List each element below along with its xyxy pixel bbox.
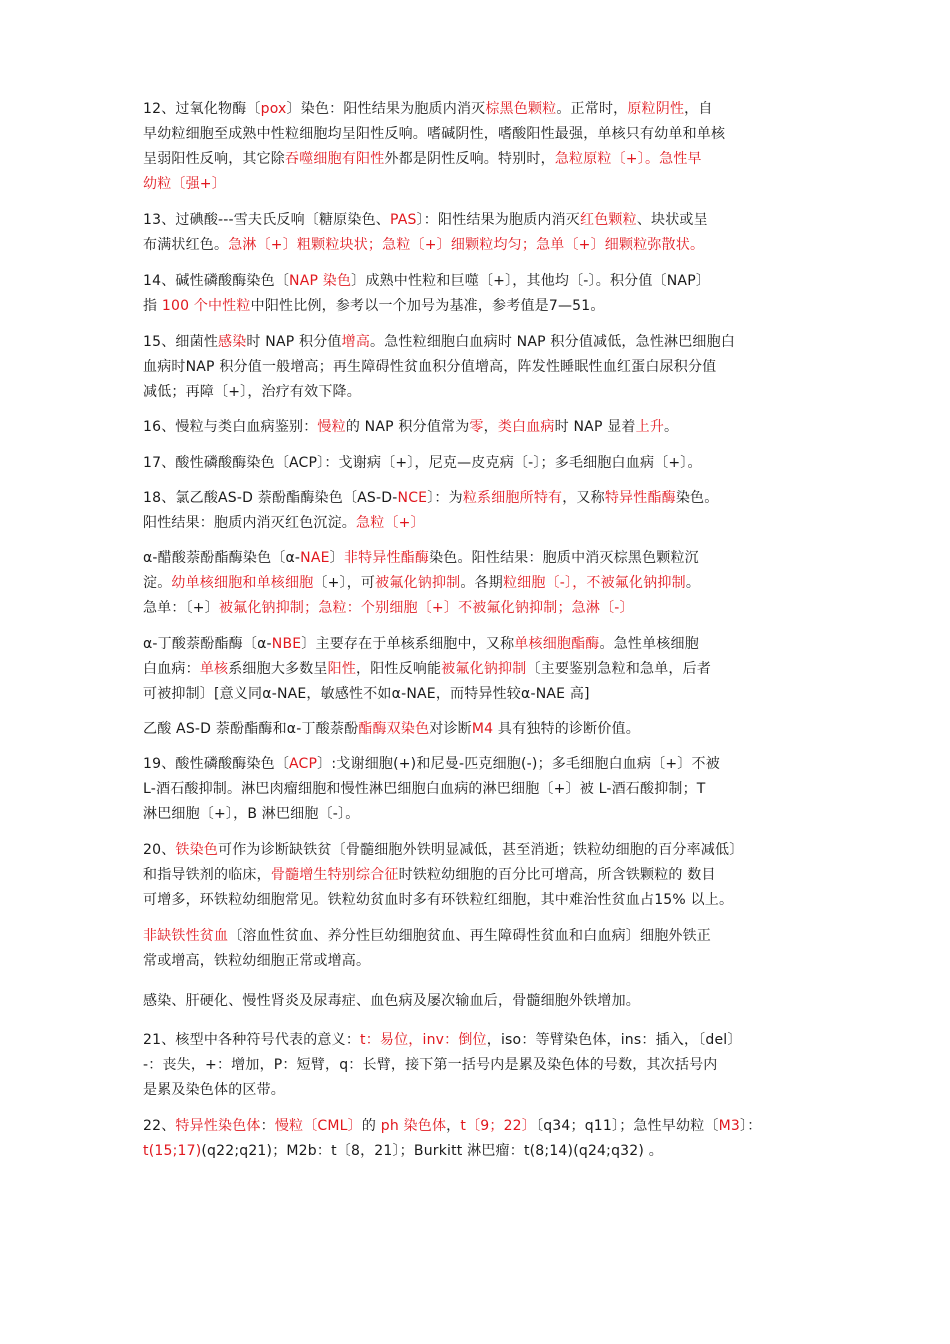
highlighted-text: 零 — [469, 419, 484, 435]
paragraph-14-nap — [143, 269, 815, 319]
body-text: L-酒石酸抑制。淋巴肉瘤细胞和慢性淋巴细胞白血病的淋巴细胞〔+〕被 L-酒石酸抑制；T — [143, 781, 706, 797]
highlighted-text: t：易位，inv：倒位 — [360, 1032, 487, 1048]
text-line — [143, 511, 815, 536]
text-line — [143, 752, 815, 777]
body-text: 〕：阳性结果为胞质内消灭 — [416, 212, 580, 228]
highlighted-text: 被氟化钠抑制 — [441, 661, 527, 677]
highlighted-text: ACP — [289, 756, 318, 772]
text-line — [143, 777, 815, 802]
body-text: 〔主要鉴别急粒和急单，后者 — [526, 661, 712, 677]
text-line — [143, 269, 815, 294]
text-line — [143, 380, 815, 405]
body-text: 。正常时， — [556, 101, 628, 117]
paragraph-20-iron-stain — [143, 838, 815, 913]
paragraph-20-non-iron-deficiency — [143, 924, 815, 974]
body-text: 淀。 — [143, 575, 172, 591]
body-text: 15、细菌性 — [143, 334, 219, 350]
body-text: 。 — [664, 419, 679, 435]
body-text: 感染、肝硬化、慢性肾炎及尿毒症、血色病及屡次输血后，骨髓细胞外铁增加。 — [143, 993, 640, 1009]
text-line — [143, 172, 815, 197]
body-text: 阳性结果：胞质内消灭红色沉淀。 — [143, 515, 356, 531]
body-text: 布满状红色。 — [143, 237, 229, 253]
body-text: 19、酸性磷酸酶染色〔 — [143, 756, 290, 772]
body-text: ，又称 — [562, 490, 605, 506]
body-text: 白血病： — [143, 661, 200, 677]
body-text: ， — [446, 1118, 461, 1134]
text-line — [143, 596, 815, 621]
body-text: 可增多，环铁粒幼细胞常见。铁粒幼贫血时多有环铁粒红细胞，其中难治性贫血占15% 以上。 — [143, 892, 734, 908]
body-text: 。急性单核细胞 — [599, 636, 699, 652]
text-line — [143, 355, 815, 380]
body-text: 〕 — [329, 550, 344, 566]
body-text: 。 — [685, 575, 701, 591]
body-text: 〔溶血性贫血、养分性巨幼细胞贫血、再生障碍性贫血和白血病〕细胞外铁正 — [228, 928, 712, 944]
paragraph-20-iron-increase — [143, 989, 815, 1014]
body-text: 17、酸性磷酸酶染色〔ACP〕：戈谢病〔+〕，尼克—皮克病〔-〕；多毛细胞白血病〔+〕。 — [143, 455, 702, 471]
highlighted-text: 感染 — [218, 334, 247, 350]
highlighted-text: 非特异性酯酶 — [343, 550, 430, 566]
highlighted-text: 急粒〔+〕 — [356, 515, 425, 531]
body-text: α-丁酸萘酚酯酶〔α- — [143, 636, 272, 652]
body-text: 早幼粒细胞至成熟中性粒细胞均呈阳性反响。嗜碱阴性，嗜酸阳性最强，单核只有幼单和单核 — [143, 126, 726, 142]
highlighted-text: NAP 染色 — [289, 273, 352, 289]
body-text: ，iso：等臂染色体，ins：插入，〔del〕 — [486, 1032, 742, 1048]
highlighted-text: 铁染色 — [175, 842, 219, 858]
text-line — [143, 122, 815, 147]
body-text: 〔+〕，可 — [313, 575, 376, 591]
body-text: 常或增高，铁粒幼细胞正常或增高。 — [143, 953, 371, 969]
body-text: 〕:戈谢细胞(+)和尼曼-匹克细胞(-)；多毛细胞白血病〔+〕不被 — [317, 756, 720, 772]
body-text: 21、核型中各种符号代表的意义： — [143, 1032, 361, 1048]
body-text: -：丧失，+：增加，P：短臂，q：长臂，接下第一括号内是累及染色体的号数，其次括号内 — [143, 1057, 718, 1073]
body-text: 的 — [361, 1118, 381, 1134]
body-text: 指 — [143, 298, 162, 314]
highlighted-text: 吞噬细胞有阳性 — [285, 151, 385, 167]
highlighted-text: NBE — [271, 636, 302, 652]
body-text: 血病时NAP 积分值一般增高；再生障碍性贫血积分值增高，阵发性睡眠性血红蛋白尿积分值 — [143, 359, 717, 375]
body-text: 时 NAP 显着 — [554, 419, 636, 435]
body-text: 20、 — [143, 842, 176, 858]
body-text: 可被抑制〕[意义同α-NAE，敏感性不如α-NAE，而特异性较α-NAE 高] — [143, 686, 590, 702]
text-line — [143, 949, 815, 974]
body-text: 〕：为 — [427, 490, 463, 506]
body-text: ，自 — [684, 101, 713, 117]
text-line — [143, 546, 815, 571]
body-text: 时铁粒幼细胞的百分比可增高，所含铁颗粒的 数目 — [398, 867, 716, 883]
body-text: 染色。阳性结果：胞质中消灭棕黑色颗粒沉 — [429, 550, 699, 566]
body-text: 16、慢粒与类白血病鉴别： — [143, 419, 318, 435]
body-text: 可作为诊断缺铁贫〔骨髓细胞外铁明显减低，甚至消逝；铁粒幼细胞的百分率减低〕 — [218, 842, 744, 858]
body-text: 。各期 — [460, 575, 503, 591]
body-text: 的 NAP 积分值常为 — [345, 419, 470, 435]
paragraph-18-nce — [143, 486, 815, 536]
highlighted-text: 单核 — [199, 661, 229, 677]
paragraph-19-acp — [143, 752, 815, 827]
paragraph-15-infection — [143, 330, 815, 405]
text-line — [143, 571, 815, 596]
text-line — [143, 415, 815, 440]
body-text: 系细胞大多数呈 — [228, 661, 328, 677]
text-line — [143, 802, 815, 827]
text-line — [143, 717, 815, 742]
body-text: 22、 — [143, 1118, 176, 1134]
body-text: 18、氯乙酸AS-D 萘酚酯酶染色〔AS-D- — [143, 490, 398, 506]
text-line — [143, 294, 815, 319]
paragraph-17-acp — [143, 451, 815, 476]
highlighted-text: 单核细胞酯酶 — [514, 636, 600, 652]
paragraph-13-pas — [143, 208, 815, 258]
paragraph-18-nbe — [143, 632, 815, 707]
highlighted-text: 粒系细胞所特有 — [462, 490, 563, 506]
highlighted-text: 特异性染色体 — [175, 1118, 261, 1134]
highlighted-text: 幼单核细胞和单核细胞 — [171, 575, 314, 591]
body-text: 减低；再障〔+〕，治疗有效下降。 — [143, 384, 361, 400]
body-text: 中阳性比例，参考以一个加号为基准，参考值是7—51。 — [250, 298, 605, 314]
text-line — [143, 682, 815, 707]
body-text: α-醋酸萘酚酯酶染色〔α- — [143, 550, 301, 566]
highlighted-text: t(15;17) — [143, 1143, 202, 1159]
highlighted-text: 急粒原粒〔+〕。急性早 — [554, 151, 702, 167]
highlighted-text: 被氟化钠抑制 — [375, 575, 461, 591]
highlighted-text: 粒细胞〔-〕，不被氟化钠抑制 — [502, 575, 686, 591]
text-line — [143, 863, 815, 888]
highlighted-text: 酯酶双染色 — [358, 721, 430, 737]
text-line — [143, 632, 815, 657]
text-line — [143, 1114, 815, 1139]
body-text: 〕成熟中性粒和巨噬〔+〕，其他均〔-〕。积分值〔NAP〕 — [351, 273, 711, 289]
highlighted-text: 增高 — [341, 334, 371, 350]
body-text: 、块状或呈 — [636, 212, 708, 228]
body-text: 12、过氧化物酶〔 — [143, 101, 261, 117]
body-text: 外都是阴性反响。特别时， — [384, 151, 555, 167]
highlighted-text: t〔9；22〕 — [460, 1118, 536, 1134]
body-text: ： — [260, 1118, 275, 1134]
body-text: 对诊断 — [429, 721, 472, 737]
highlighted-text: 类白血病 — [497, 419, 555, 435]
body-text: 时 NAP 积分值 — [246, 334, 342, 350]
highlighted-text: M4 — [471, 721, 494, 737]
highlighted-text: 非缺铁性贫血 — [143, 928, 229, 944]
body-text: 和指导铁剂的临床， — [143, 867, 271, 883]
body-text: 具有独特的诊断价值。 — [493, 721, 640, 737]
text-line — [143, 1053, 815, 1078]
text-line — [143, 1139, 815, 1164]
text-line — [143, 989, 815, 1014]
text-line — [143, 657, 815, 682]
text-line — [143, 888, 815, 913]
highlighted-text: 幼粒〔强+〕 — [143, 176, 226, 192]
body-text: ，阳性反响能 — [356, 661, 442, 677]
text-line — [143, 1078, 815, 1103]
text-line — [143, 924, 815, 949]
text-line — [143, 838, 815, 863]
paragraph-12-pox — [143, 97, 815, 197]
paragraph-18-double-stain — [143, 717, 815, 742]
body-text: 〕主要存在于单核系细胞中，又称 — [301, 636, 515, 652]
body-text: 淋巴细胞〔+〕，B 淋巴细胞〔-〕。 — [143, 806, 360, 822]
text-line — [143, 330, 815, 355]
body-text: 〔q34；q11〕；急性早幼粒〔 — [536, 1118, 719, 1134]
paragraph-22-specific-chromosomes — [143, 1114, 815, 1164]
body-text: ， — [483, 419, 498, 435]
highlighted-text: 慢粒 — [317, 419, 346, 435]
highlighted-text: pox — [260, 101, 287, 117]
paragraph-16-cml-vs-leukemoid — [143, 415, 815, 440]
highlighted-text: 棕黑色颗粒 — [485, 101, 557, 117]
highlighted-text: 100 个中性粒 — [161, 298, 251, 314]
body-text: 染色。 — [675, 490, 719, 506]
body-text: 。急性粒细胞白血病时 NAP 积分值减低，急性淋巴细胞白 — [370, 334, 736, 350]
highlighted-text: 原粒阴性 — [627, 101, 685, 117]
paragraph-21-karyotype-symbols — [143, 1028, 815, 1103]
highlighted-text: 上升 — [635, 419, 665, 435]
text-line — [143, 97, 815, 122]
body-text: 14、碱性磷酸酶染色〔 — [143, 273, 290, 289]
highlighted-text: PAS — [389, 212, 417, 228]
highlighted-text: 特异性酯酶 — [604, 490, 676, 506]
highlighted-text: ph 染色体 — [380, 1118, 447, 1134]
body-text: 〕染色：阳性结果为胞质内消灭 — [286, 101, 486, 117]
paragraph-18-nae — [143, 546, 815, 621]
body-text: 乙酸 AS-D 萘酚酯酶和α-丁酸萘酚 — [143, 721, 359, 737]
highlighted-text: 被氟化钠抑制；急粒：个别细胞〔+〕不被氟化钠抑制；急淋〔-〕 — [218, 600, 634, 616]
text-line — [143, 486, 815, 511]
highlighted-text: NCE — [397, 490, 428, 506]
highlighted-text: 慢粒〔CML〕 — [274, 1118, 362, 1134]
body-text: (q22;q21)；M2b：t〔8，21〕；Burkitt 淋巴瘤：t(8;14)(q24;q32) 。 — [201, 1143, 663, 1159]
highlighted-text: 红色颗粒 — [580, 212, 637, 228]
text-line — [143, 1028, 815, 1053]
body-text: 13、过碘酸---雪夫氏反响〔糖原染色、 — [143, 212, 390, 228]
body-text: 〕： — [740, 1118, 762, 1134]
body-text: 呈弱阳性反响，其它除 — [143, 151, 285, 167]
highlighted-text: NAE — [300, 550, 330, 566]
highlighted-text: 急淋〔+〕粗颗粒块状；急粒〔+〕细颗粒均匀；急单〔+〕细颗粒弥散状。 — [228, 237, 705, 253]
highlighted-text: 阳性 — [327, 661, 357, 677]
body-text: 是累及染色体的区带。 — [143, 1082, 285, 1098]
text-line — [143, 147, 815, 172]
text-line — [143, 208, 815, 233]
text-line — [143, 451, 815, 476]
body-text: 急单：〔+〕 — [143, 600, 219, 616]
text-line — [143, 233, 815, 258]
highlighted-text: 骨髓增生特别综合征 — [270, 867, 399, 883]
highlighted-text: M3 — [718, 1118, 740, 1134]
